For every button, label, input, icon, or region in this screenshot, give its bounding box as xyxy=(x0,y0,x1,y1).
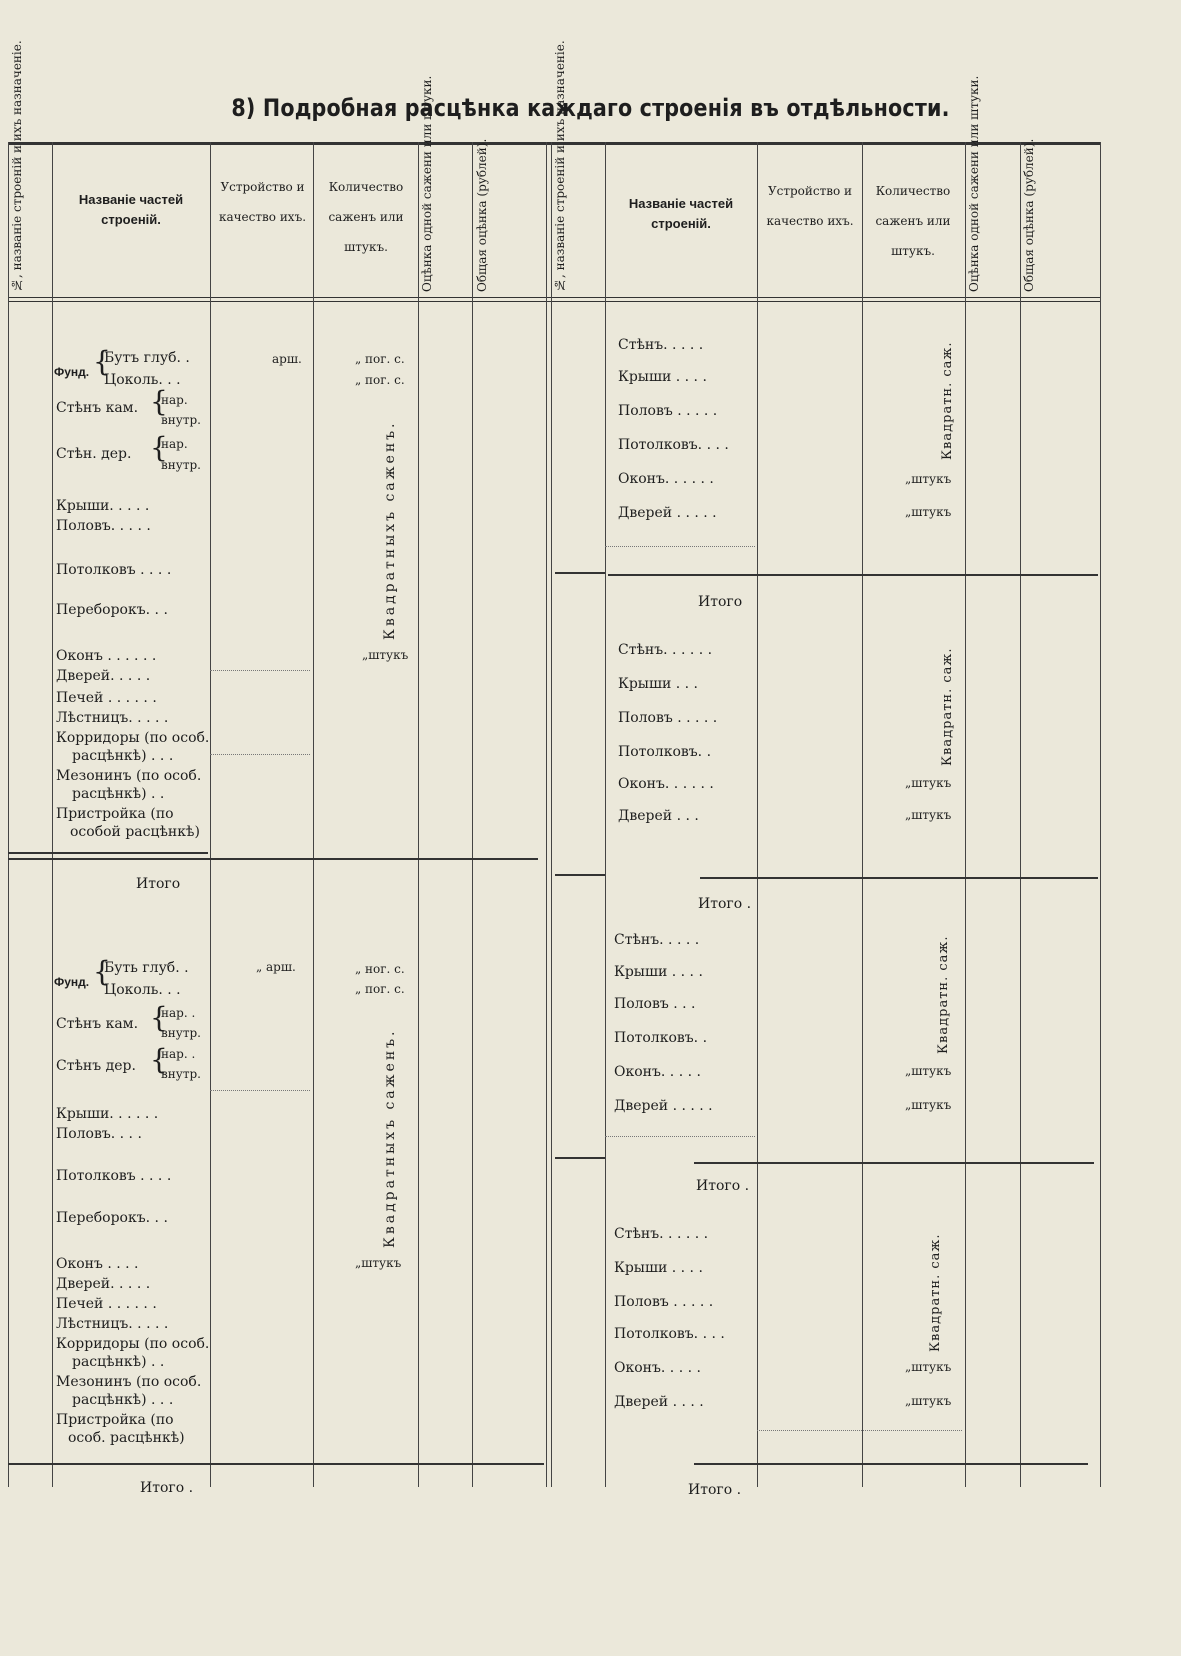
col-line xyxy=(1100,142,1101,1487)
row-label: Половъ. . . . xyxy=(56,1126,142,1142)
fund-item: Цоколь. . . xyxy=(104,982,181,998)
row-label: Потолковъ . . . . xyxy=(56,562,172,578)
dverey-label: Дверей . . . . xyxy=(614,1394,704,1410)
header-bottom-rule-2 xyxy=(8,301,1101,302)
fund-unit: арш. xyxy=(272,352,302,366)
header-quality-right: Устройство и качество ихъ. xyxy=(766,184,854,228)
row-label: Потолковъ. . . . xyxy=(614,1326,725,1342)
okon-unit: „штукъ xyxy=(905,472,952,486)
block-rule xyxy=(700,877,1098,879)
col-line xyxy=(605,142,606,1487)
header-name-right: Названіе частей строеній. xyxy=(628,196,734,231)
brace: { xyxy=(93,345,111,378)
special-label: Мезонинъ (по особ. xyxy=(56,1374,202,1390)
block-rule xyxy=(608,574,1098,576)
fund-qty: „ пог. с. xyxy=(355,982,405,996)
count-label: Печей . . . . . . xyxy=(56,690,157,706)
col-line xyxy=(52,142,53,1487)
col-line xyxy=(1020,142,1021,1487)
dverey-label: Дверей . . . . . xyxy=(618,505,717,521)
leader-line xyxy=(605,546,755,547)
header-total-right: Общая оцѣнка (рублей). xyxy=(1022,138,1036,292)
nar: нар. xyxy=(161,437,188,451)
row-label: Стѣнъ. . . . . xyxy=(618,337,704,353)
header-qty: Количество саженъ или штукъ. xyxy=(328,180,404,254)
fund-qty: „ ног. с. xyxy=(355,962,405,976)
col-line xyxy=(551,142,552,1487)
row-label: Крыши . . . . xyxy=(614,964,703,980)
row-label: Половъ . . . xyxy=(614,996,696,1012)
row-label: Крыши . . . . xyxy=(614,1260,703,1276)
walls-stone: Стѣнъ кам. xyxy=(56,1016,139,1032)
walls-wood: Стѣн. дер. xyxy=(56,446,132,462)
okon-label: Оконъ. . . . . xyxy=(614,1360,701,1376)
col-line xyxy=(546,142,547,1487)
col-line xyxy=(210,142,211,1487)
special-label: Мезонинъ (по особ. xyxy=(56,768,202,784)
vnutr: внутр. xyxy=(161,458,201,472)
okon-unit: „штукъ xyxy=(905,776,952,790)
itogo: Итого . xyxy=(140,1480,194,1496)
leader-line xyxy=(210,754,310,755)
page-title: 8) Подробная расцѣнка каждаго строенія въ отдѣльности. xyxy=(231,94,950,122)
count-label: Дверей. . . . . xyxy=(56,668,151,684)
header-no-right: №, названіе строеній и ихъ назначеніе. xyxy=(553,40,567,292)
count-label: Лѣстницъ. . . . . xyxy=(56,1316,169,1332)
dverey-unit: „штукъ xyxy=(905,505,952,519)
leader-line xyxy=(210,670,310,671)
okon-label: Оконъ. . . . . . xyxy=(618,471,714,487)
nar: нар. xyxy=(161,393,188,407)
row-label: Половъ . . . . . xyxy=(614,1294,714,1310)
itogo: Итого . xyxy=(698,896,752,912)
col-line xyxy=(313,142,314,1487)
vertical-unit: Квадратн. саж. xyxy=(940,647,955,766)
block-rule xyxy=(8,852,208,854)
count-unit: „штукъ xyxy=(362,648,409,662)
leader-line xyxy=(210,1090,310,1091)
dverey-unit: „штукъ xyxy=(905,808,952,822)
special-label: Пристройка (по xyxy=(56,806,174,822)
okon-label: Оконъ. . . . . . xyxy=(618,776,714,792)
count-label: Дверей. . . . . xyxy=(56,1276,151,1292)
row-label: Крыши . . . . xyxy=(618,369,707,385)
row-label: Половъ . . . . . xyxy=(618,403,718,419)
fund-item: Бутъ глуб. . xyxy=(104,350,190,366)
header-unit-price: Оцѣнка одной сажени или штуки. xyxy=(420,75,434,292)
header-no: №, названіе строеній и ихъ назначеніе. xyxy=(10,40,24,292)
walls-stone: Стѣнъ кам. xyxy=(56,400,139,416)
dverey-label: Дверей . . . . . xyxy=(614,1098,713,1114)
okon-unit: „штукъ xyxy=(905,1064,952,1078)
count-label: Печей . . . . . . xyxy=(56,1296,157,1312)
block-rule xyxy=(694,1463,1088,1465)
block-rule xyxy=(694,1162,1094,1164)
header-bottom-rule xyxy=(8,297,1101,298)
block-rule xyxy=(8,858,538,860)
block-rule xyxy=(555,874,605,876)
dverey-unit: „штукъ xyxy=(905,1394,952,1408)
row-label: Крыши . . . xyxy=(618,676,698,692)
count-label: Оконъ . . . . . . xyxy=(56,648,157,664)
special-label: Пристройка (по xyxy=(56,1412,174,1428)
row-label: Половъ. . . . . xyxy=(56,518,151,534)
special-label: особой расцѣнкѣ) xyxy=(70,824,200,840)
leader-line xyxy=(757,1430,962,1431)
header-name: Названіе частей строеній. xyxy=(78,192,184,227)
row-label: Крыши. . . . . . xyxy=(56,1106,159,1122)
vertical-unit: Квадратныхъ саженъ. xyxy=(382,420,398,640)
leader-line xyxy=(605,1136,755,1137)
fund-label: Фунд. xyxy=(54,975,90,989)
brace: { xyxy=(150,385,168,418)
row-label: Половъ . . . . . xyxy=(618,710,718,726)
row-label: Потолковъ. . . . xyxy=(618,437,729,453)
fund-qty: „ пог. с. xyxy=(355,373,405,387)
fund-unit: „ арш. xyxy=(256,960,296,974)
block-rule xyxy=(8,1463,544,1465)
nar: нар. . xyxy=(161,1047,196,1061)
brace: { xyxy=(150,1001,168,1034)
block-rule xyxy=(555,1157,605,1159)
row-label: Переборокъ. . . xyxy=(56,602,168,618)
count-label: Оконъ . . . . xyxy=(56,1256,139,1272)
row-label: Стѣнъ. . . . . . xyxy=(618,642,713,658)
row-label: Потолковъ. . xyxy=(618,744,712,760)
special-label: расцѣнкѣ) . . . xyxy=(72,1392,174,1408)
special-label: Корридоры (по особ. xyxy=(56,1336,210,1352)
itogo: Итого xyxy=(136,876,181,892)
col-line xyxy=(862,142,863,1487)
okon-label: Оконъ. . . . . xyxy=(614,1064,701,1080)
brace: { xyxy=(93,955,111,988)
row-label: Потолковъ . . . . xyxy=(56,1168,172,1184)
row-label: Переборокъ. . . xyxy=(56,1210,168,1226)
col-line xyxy=(8,142,9,1487)
special-label: расцѣнкѣ) . . xyxy=(72,786,165,802)
special-label: особ. расцѣнкѣ) xyxy=(68,1430,185,1446)
walls-wood: Стѣнъ дер. xyxy=(56,1058,136,1074)
dverey-label: Дверей . . . xyxy=(618,808,699,824)
fund-label: Фунд. xyxy=(54,365,90,379)
row-label: Крыши. . . . . xyxy=(56,498,150,514)
itogo: Итого . xyxy=(696,1178,750,1194)
header-quality: Устройство и качество ихъ. xyxy=(218,180,307,224)
nar: нар. . xyxy=(161,1006,196,1020)
vertical-unit: Квадратн. саж. xyxy=(936,935,951,1054)
vnutr: внутр. xyxy=(161,1067,201,1081)
special-label: расцѣнкѣ) . . xyxy=(72,1354,165,1370)
row-label: Стѣнъ. . . . . xyxy=(614,932,700,948)
col-line xyxy=(757,142,758,1487)
row-label: Стѣнъ. . . . . . xyxy=(614,1226,709,1242)
row-label: Потолковъ. . xyxy=(614,1030,708,1046)
fund-qty: „ пог. с. xyxy=(355,352,405,366)
header-unit-price-right: Оцѣнка одной сажени или штуки. xyxy=(967,75,981,292)
itogo: Итого . xyxy=(688,1482,742,1498)
brace: { xyxy=(150,431,168,464)
col-line xyxy=(472,142,473,1487)
okon-unit: „штукъ xyxy=(905,1360,952,1374)
count-label: Лѣстницъ. . . . . xyxy=(56,710,169,726)
vertical-unit: Квадратныхъ саженъ. xyxy=(382,1028,398,1248)
vnutr: внутр. xyxy=(161,413,201,427)
header-total: Общая оцѣнка (рублей). xyxy=(475,138,489,292)
special-label: Корридоры (по особ. xyxy=(56,730,210,746)
fund-item: Цоколь. . . xyxy=(104,372,181,388)
vertical-unit: Квадратн. саж. xyxy=(928,1233,943,1352)
col-line xyxy=(965,142,966,1487)
col-line xyxy=(418,142,419,1487)
block-rule xyxy=(555,572,605,574)
header-qty-right: Количество саженъ или штукъ. xyxy=(875,184,951,258)
count-unit: „штукъ xyxy=(355,1256,402,1270)
vnutr: внутр. xyxy=(161,1026,201,1040)
dverey-unit: „штукъ xyxy=(905,1098,952,1112)
fund-item: Буть глуб. . xyxy=(104,960,189,976)
brace: { xyxy=(150,1043,168,1076)
special-label: расцѣнкѣ) . . . xyxy=(72,748,174,764)
itogo: Итого xyxy=(698,594,743,610)
vertical-unit: Квадратн. саж. xyxy=(940,341,955,460)
